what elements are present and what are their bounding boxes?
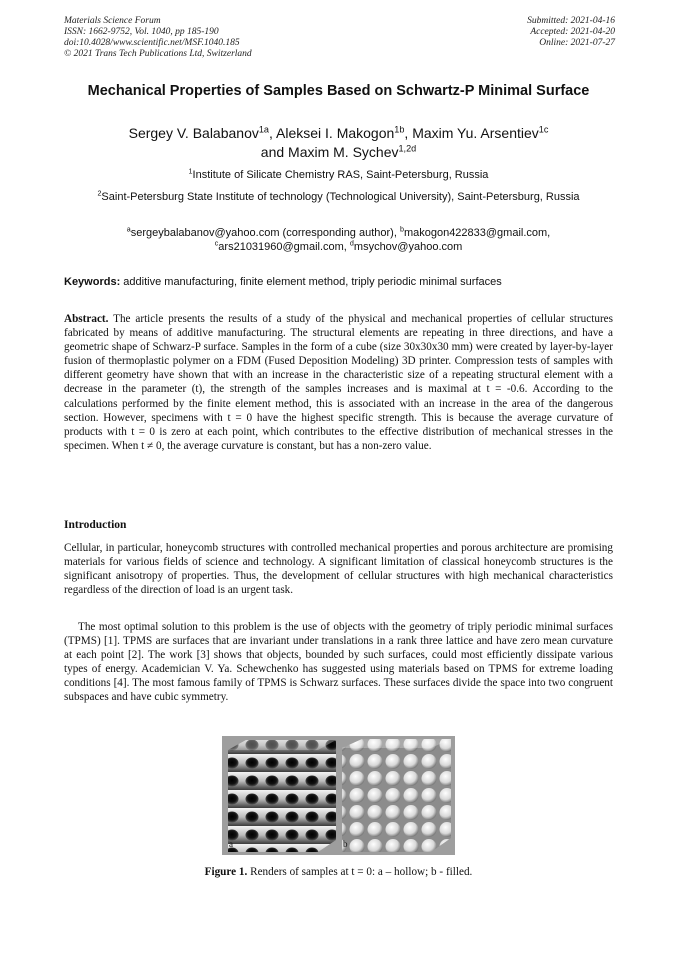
journal-issn: ISSN: 1662-9752, Vol. 1040, pp 185-190 — [64, 27, 219, 37]
section-heading-introduction: Introduction — [64, 519, 127, 531]
figure-1-caption — [64, 866, 613, 878]
email-1-marker: a — [126, 225, 131, 234]
intro-paragraph-2: The most optimal solution to this problem is the use of objects with the geometry of triply periodic minimal surfaces (TPMS) [1]. TPMS are surfaces that are invariant under translations in a rank three lattice and have zero mean curvature at each point [2]. The work [3] shows that objects, bounded by such surfaces, could most efficiently dissipate various types of energy. Academician V. Ya. Schewchenko has suggested using materials based on TPMS for extreme loading conditions [4]. The most famous family of TPMS is Schwarz surfaces. These surfaces divide the space into two congruent subspaces and have cubic symmetry. — [64, 621, 613, 704]
online-date: Online: 2021-07-27 — [539, 38, 615, 48]
submitted-date: Submitted: 2021-04-16 — [527, 16, 615, 26]
abstract-label: Abstract. — [64, 313, 109, 325]
accepted-date: Accepted: 2021-04-20 — [530, 27, 615, 37]
email-3[interactable]: ars21031960@gmail.com, — [218, 241, 350, 253]
author-list — [64, 124, 613, 162]
email-list — [64, 226, 613, 254]
email-4[interactable]: msychov@yahoo.com — [353, 241, 463, 253]
email-1[interactable]: sergeybalabanov@yahoo.com (corresponding author), — [130, 227, 400, 239]
author-4-affil: 1,2d — [398, 143, 417, 154]
keywords-label: Keywords: — [64, 276, 121, 288]
email-4-marker: d — [349, 239, 354, 248]
keywords — [64, 275, 613, 289]
author-2: Aleksei I. Makogon — [276, 125, 395, 141]
author-sep: , — [268, 125, 276, 141]
affiliation-1-text: Institute of Silicate Chemistry RAS, Saint-Petersburg, Russia — [192, 169, 489, 181]
journal-name: Materials Science Forum — [64, 16, 161, 26]
author-3: Maxim Yu. Arsentiev — [412, 125, 539, 141]
panel-a-hollow-render — [228, 740, 336, 852]
affiliation-1-marker: 1 — [188, 167, 193, 176]
keywords-text: additive manufacturing, finite element method, triply periodic minimal surfaces — [120, 276, 502, 288]
figure-1-renders — [222, 736, 455, 855]
journal-doi: doi:10.4028/www.scientific.net/MSF.1040.185 — [64, 38, 240, 48]
author-1-affil: 1a — [258, 124, 269, 135]
email-3-marker: c — [214, 239, 219, 248]
author-1: Sergey V. Balabanov — [128, 125, 259, 141]
abstract-text: The article presents the results of a study of the physical and mechanical properties of cellular structures fabricated by means of additive manufacturing. The structural elements are repeating in three directions, and have a geometric shape of Schwarz-P surface. Samples in the form of a cube (size 30x30x30 mm) were created by layer-by-layer fusion of thermoplastic polymer on a FDM (Fused Deposition Modeling) 3D printer. Compression tests of samples with different geometry have shown that with an increase in the characteristic size of a repeating structural element with a decrease in the parameter (t), the strength of the samples increases and is maximal at t = -0.6. According to the calculations performed by the finite element method, this is associated with an increase in the area of the dangerous section. However, specimens with t = 0 have the highest specific strength. This is because the average curvature of products with t = 0 is zero at each point, which contributes to the effective distribution of mechanical stresses in the specimen. When t ≠ 0, the average curvature is constant, but has a non-zero value. — [64, 313, 613, 452]
affiliation-2-marker: 2 — [97, 189, 102, 198]
panel-b-filled-render — [342, 739, 451, 852]
paper-title: Mechanical Properties of Samples Based on Schwartz-P Minimal Surface — [87, 83, 590, 99]
figure-1-caption-text: Renders of samples at t = 0: a – hollow; b - filled. — [247, 866, 473, 878]
affiliation-2-text: Saint-Petersburg State Institute of technology (Technological University), Saint-Petersburg, Russia — [101, 191, 580, 203]
author-and: and — [260, 144, 289, 160]
author-2-affil: 1b — [394, 124, 405, 135]
author-4: Maxim M. Sychev — [288, 144, 399, 160]
abstract — [64, 312, 613, 453]
figure-1-caption-label: Figure 1. — [204, 866, 248, 878]
author-sep: , — [404, 125, 413, 141]
panel-a-label: a — [229, 839, 233, 849]
intro-paragraph-1: Cellular, in particular, honeycomb structures with controlled mechanical properties and porous architecture are promising materials for various fields of science and technology. A significant limitation of classical honeycomb structures is the significant anisotropy of properties. Thus, the development of cellular structures with high mechanical characteristics regardless of the direction of load is an urgent task. — [64, 542, 613, 597]
panel-b-label: b — [343, 839, 348, 849]
affiliation-1 — [64, 168, 613, 182]
figure-1 — [222, 736, 455, 855]
affiliation-2 — [64, 190, 613, 204]
email-2-marker: b — [399, 225, 404, 234]
author-3-affil: 1c — [538, 124, 549, 135]
journal-header-right — [527, 16, 615, 49]
journal-header-left — [64, 16, 252, 60]
journal-copyright: © 2021 Trans Tech Publications Ltd, Switzerland — [64, 49, 252, 59]
email-2[interactable]: makogon422833@gmail.com, — [403, 227, 551, 239]
